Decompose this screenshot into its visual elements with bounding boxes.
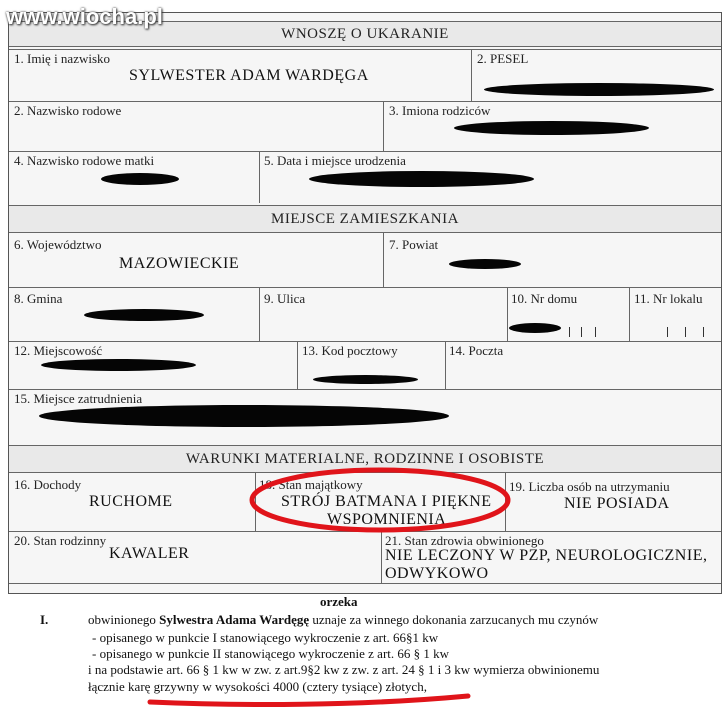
field-label-apartment: 11. Nr lokalu xyxy=(634,291,703,306)
field-label-health: 21. Stan zdrowia obwinionego xyxy=(385,533,544,548)
redaction-county xyxy=(449,259,521,269)
redaction-postal-code xyxy=(313,375,418,384)
redaction-pesel xyxy=(484,83,714,96)
verdict-line-2: - opisanego w punkcie I stanowiącego wykroczenie z art. 66§1 kw xyxy=(92,630,439,645)
verdict-title: orzeka xyxy=(320,594,358,609)
field-label-birth: 5. Data i miejsce urodzenia xyxy=(264,153,406,168)
field-value-name: SYLWESTER ADAM WARDĘGA xyxy=(129,67,369,84)
penalty-request-form xyxy=(8,12,722,594)
field-label-pesel: 2. PESEL xyxy=(477,51,529,66)
field-label-name: 1. Imię i nazwisko xyxy=(14,51,111,66)
field-value-voivodeship: MAZOWIECKIE xyxy=(119,255,240,272)
field-label-income: 16. Dochody xyxy=(14,477,82,492)
section-header-request: WNOSZĘ O UKARANIE xyxy=(9,21,721,47)
field-label-marital-status: 20. Stan rodzinny xyxy=(14,533,107,548)
verdict-line-4: i na podstawie art. 66 § 1 kw w zw. z art.9§2 kw z zw. z art. 24 § 1 i 3 kw wymierza obwinionemu xyxy=(88,662,600,677)
redaction-parents xyxy=(454,121,649,135)
field-value-income: RUCHOME xyxy=(89,493,173,510)
field-label-postal-code: 13. Kod pocztowy xyxy=(302,343,398,358)
field-label-employer: 15. Miejsce zatrudnienia xyxy=(14,391,143,406)
field-label-street: 9. Ulica xyxy=(264,291,306,306)
redaction-employer xyxy=(39,405,449,427)
field-label-assets: 18. Stan majątkowy xyxy=(259,477,363,492)
redaction-town xyxy=(41,359,196,371)
verdict-line-1: obwinionego Sylwestra Adama Wardęgę uznaje za winnego dokonania zarzucanych mu czynów xyxy=(88,612,599,627)
red-underline-fine xyxy=(150,696,468,704)
verdict-line-5: łącznie karę grzywny w wysokości 4000 (cztery tysiące) złotych, xyxy=(88,679,427,694)
section-header-conditions: WARUNKI MATERIALNE, RODZINNE I OSOBISTE xyxy=(9,445,721,473)
redaction-birth xyxy=(309,171,534,187)
field-value-health-line1: NIE LECZONY W PZP, NEUROLOGICZNIE, xyxy=(385,547,708,564)
redaction-commune xyxy=(84,309,204,321)
field-value-assets-line1: STRÓJ BATMANA I PIĘKNE xyxy=(281,493,492,510)
field-value-dependents: NIE POSIADA xyxy=(564,495,670,512)
field-label-voivodeship: 6. Województwo xyxy=(14,237,102,252)
field-label-parents: 3. Imiona rodziców xyxy=(389,103,491,118)
field-value-health-line2: ODWYKOWO xyxy=(385,565,489,582)
field-label-commune: 8. Gmina xyxy=(14,291,63,306)
redaction-house-number xyxy=(509,323,561,333)
field-label-family-name: 2. Nazwisko rodowe xyxy=(14,103,122,118)
field-label-mother-name: 4. Nazwisko rodowe matki xyxy=(14,153,155,168)
verdict-number: I. xyxy=(40,612,49,627)
field-label-county: 7. Powiat xyxy=(389,237,439,252)
verdict-line-3: - opisanego w punkcie II stanowiącego wykroczenie z art. 66 § 1 kw xyxy=(92,646,450,661)
watermark-logo: www.wiocha.pl xyxy=(6,4,163,29)
section-header-residence: MIEJSCE ZAMIESZKANIA xyxy=(9,205,721,233)
field-label-house-number: 10. Nr domu xyxy=(511,291,578,306)
field-value-assets-line2: WSPOMNIENIA xyxy=(327,511,447,528)
field-label-post-office: 14. Poczta xyxy=(449,343,504,358)
field-label-dependents: 19. Liczba osób na utrzymaniu xyxy=(509,479,670,494)
field-value-marital-status: KAWALER xyxy=(109,545,190,562)
redaction-mother-name xyxy=(101,173,179,185)
field-label-town: 12. Miejscowość xyxy=(14,343,103,358)
